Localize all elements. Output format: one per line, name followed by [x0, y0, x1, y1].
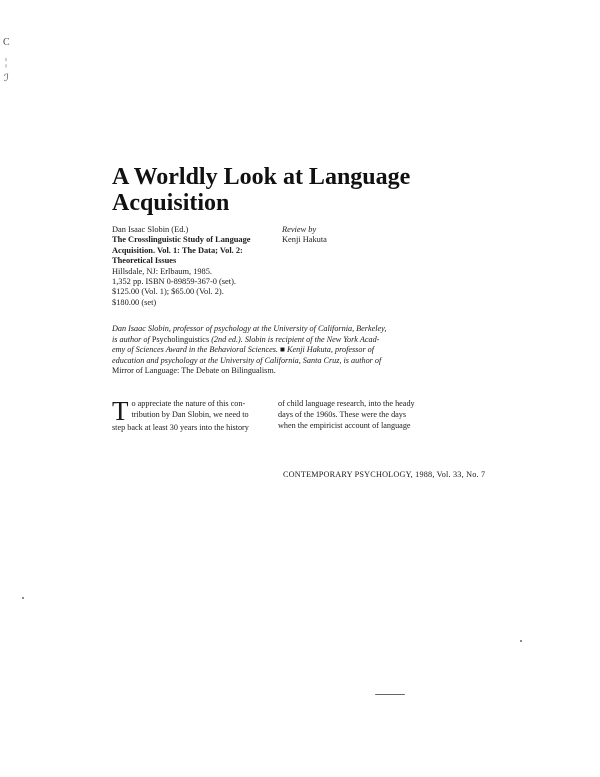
book-title-line: Acquisition. Vol. 1: The Data; Vol. 2:	[112, 245, 243, 255]
bio-text: (2nd ed.). Slobin is recipient of the New York Acad-	[209, 334, 380, 344]
book-citation	[112, 225, 282, 308]
body-column-2	[278, 398, 438, 431]
margin-mark: ℐ	[4, 73, 9, 84]
bio-text: is author of	[112, 334, 152, 344]
reviewer-block	[282, 225, 432, 246]
book-title-line: Theoretical Issues	[112, 256, 177, 266]
body-column-1	[112, 398, 272, 433]
body-line: step back at least 30 years into the history	[112, 423, 249, 432]
scan-speck	[520, 640, 522, 642]
bio-line: education and psychology at the University of California, Santa Cruz, is author of	[112, 355, 382, 365]
review-label: Review by	[282, 225, 317, 234]
book-details-line: $125.00 (Vol. 1); $65.00 (Vol. 2).	[112, 287, 224, 297]
book-author: Dan Isaac Slobin (Ed.)	[112, 225, 189, 234]
scan-speck	[375, 694, 405, 695]
margin-mark: C	[3, 37, 10, 48]
journal-footer: CONTEMPORARY PSYCHOLOGY, 1988, Vol. 33, No. 7	[283, 470, 486, 479]
margin-mark: ¦	[5, 57, 8, 68]
title-line: A Worldly Look at Language	[112, 164, 411, 190]
bio-book-title: Psycholinguistics	[151, 334, 210, 344]
book-details-line: 1,352 pp. ISBN 0-89859-367-0 (set).	[112, 277, 236, 287]
body-line: days of the 1960s. These were the days	[278, 410, 407, 419]
article-title	[112, 164, 472, 216]
title-line: Acquisition	[112, 190, 230, 216]
bio-line	[112, 335, 442, 346]
reviewer-name: Kenji Hakuta	[282, 235, 327, 245]
body-line: of child language research, into the heady	[278, 399, 415, 408]
body-line: o appreciate the nature of this con-	[131, 399, 246, 408]
body-line: tribution by Dan Slobin, we need to	[131, 410, 249, 419]
author-bios	[112, 324, 442, 377]
book-publisher: Hillsdale, NJ: Erlbaum, 1985.	[112, 266, 213, 276]
bio-line: Dan Isaac Slobin, professor of psychology at the University of California, Berkeley,	[112, 324, 387, 333]
book-details-line: $180.00 (set)	[112, 297, 157, 307]
drop-cap: T	[112, 396, 129, 426]
body-line: when the empiricist account of language	[278, 421, 411, 430]
scan-speck	[22, 597, 24, 599]
book-title-line: The Crosslinguistic Study of Language	[112, 235, 251, 245]
bio-line: emy of Sciences Award in the Behavioral Sciences. ■ Kenji Hakuta, professor of	[112, 345, 375, 355]
bio-line: Mirror of Language: The Debate on Bilingualism.	[112, 366, 276, 376]
